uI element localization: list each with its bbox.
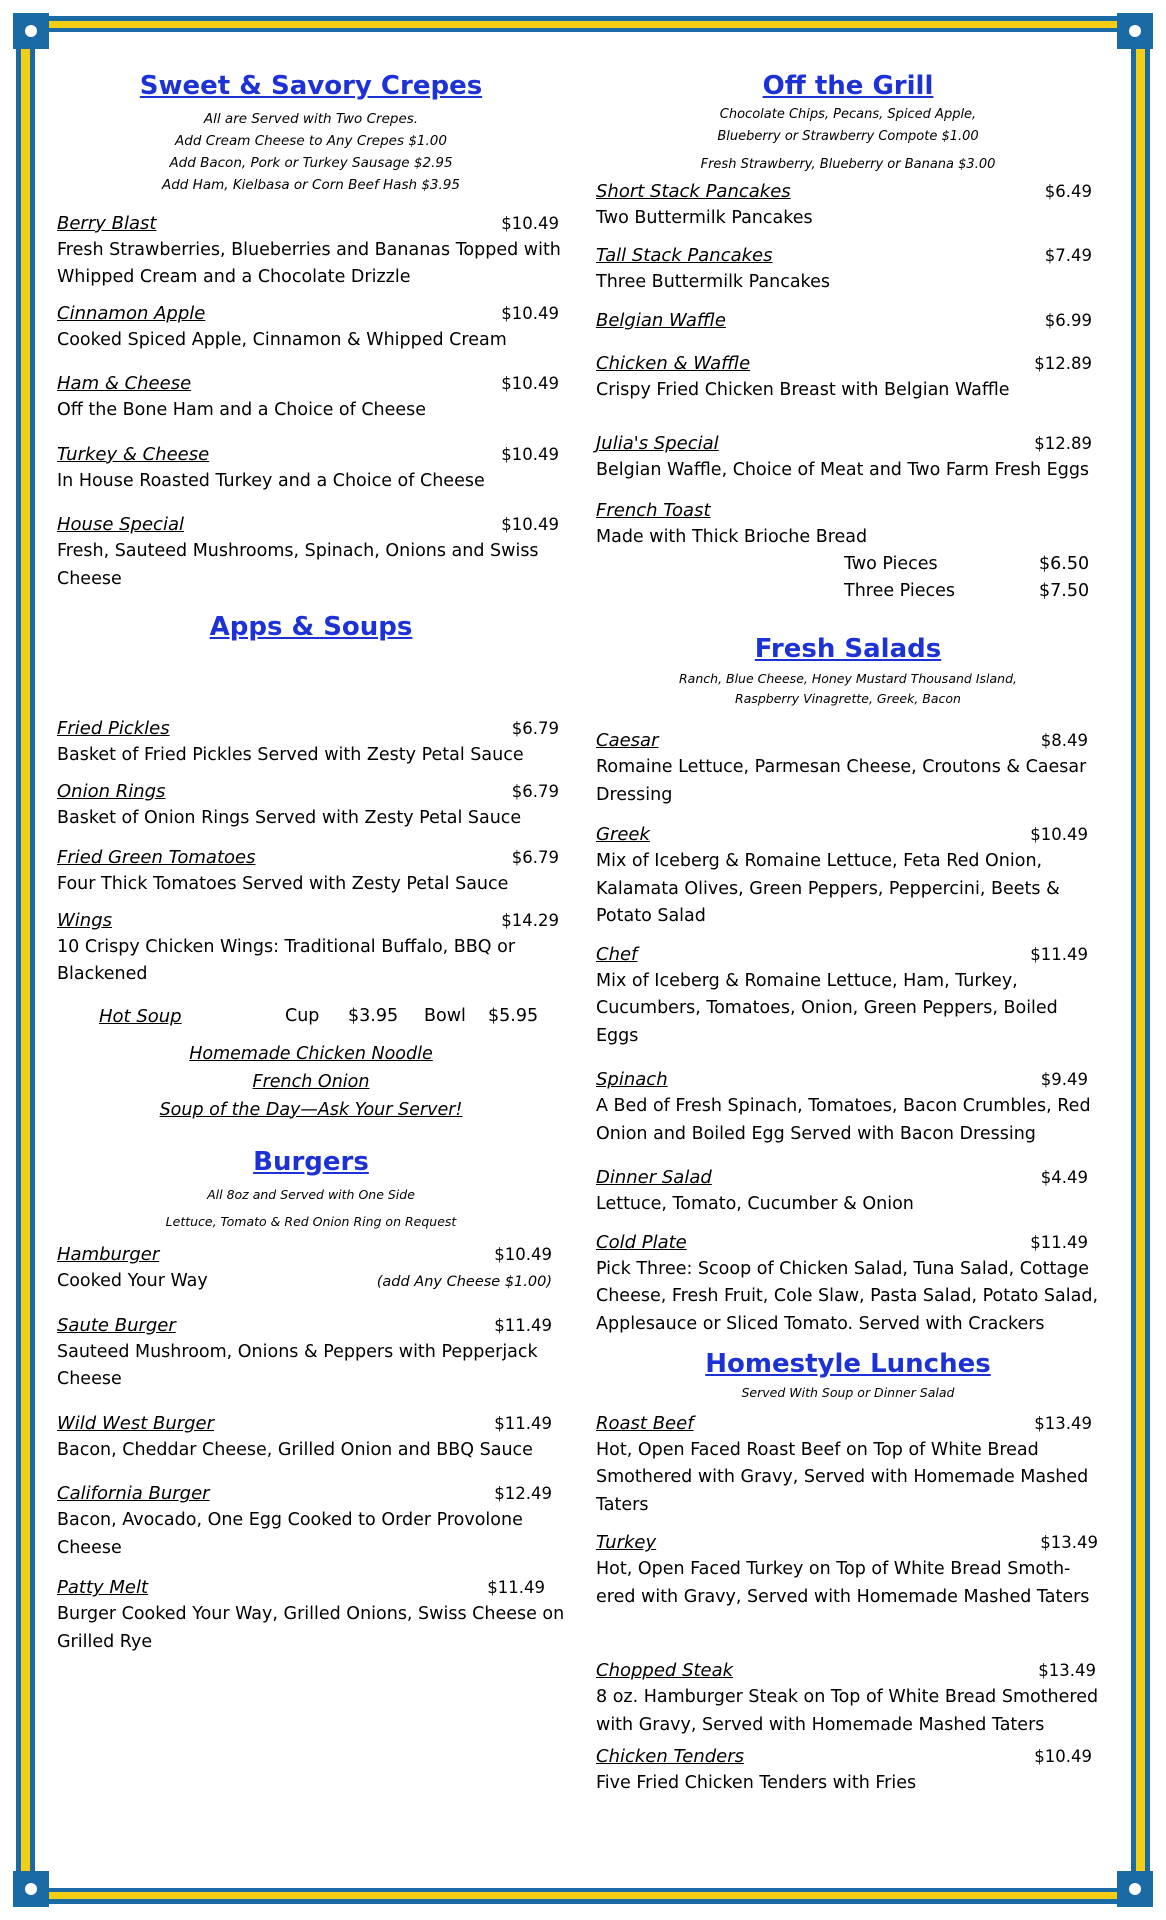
border-outer-bottom [14, 1899, 1152, 1904]
menu-item [596, 242, 1100, 297]
border-inner-left [30, 28, 35, 1892]
item-price: $13.49 [1038, 1661, 1096, 1681]
menu-item [596, 1529, 1100, 1611]
item-description: Two Buttermilk Pancakes [596, 207, 813, 228]
menu-item [596, 821, 1100, 931]
portion-label: Two Pieces [844, 554, 938, 575]
salads-notes [596, 669, 1100, 709]
item-description: Four Thick Tomatoes Served with Zesty Petal Sauce [57, 874, 509, 895]
menu-item [596, 1743, 1100, 1798]
item-price: $12.89 [1034, 353, 1092, 373]
menu-item [57, 210, 565, 292]
item-name: French Toast [596, 499, 711, 521]
item-name: House Special [57, 514, 184, 536]
menu-item [596, 1410, 1100, 1520]
item-price: $10.49 [501, 213, 559, 233]
item-price: $9.49 [1040, 1070, 1088, 1090]
crepes-section [57, 70, 565, 593]
item-name: Saute Burger [57, 1314, 176, 1336]
item-price: $11.49 [487, 1578, 545, 1598]
item-description: In House Roasted Turkey and a Choice of Cheese [57, 470, 485, 491]
item-name: Patty Melt [57, 1577, 149, 1599]
item-name: Ham & Cheese [57, 373, 192, 395]
grill-note: Fresh Strawberry, Blueberry or Banana $3.00 [700, 156, 996, 172]
item-description: Belgian Waffle, Choice of Meat and Two Farm Fresh Eggs [596, 460, 1090, 481]
menu-item [596, 497, 1100, 606]
item-price: $8.49 [1040, 731, 1088, 751]
item-description: Basket of Fried Pickles Served with Zesty Petal Sauce [57, 745, 524, 766]
item-description: Lettuce, Tomato, Cucumber & Onion [596, 1194, 914, 1215]
salads-section [596, 633, 1100, 1338]
crepes-title: Sweet & Savory Crepes [139, 71, 483, 101]
portion-price: $7.50 [1039, 581, 1090, 602]
menu-item [596, 1229, 1100, 1339]
burgers-section [57, 1146, 565, 1657]
item-name: Cold Plate [596, 1231, 687, 1253]
item-description: Bacon, Cheddar Cheese, Grilled Onion and BBQ Sauce [57, 1439, 533, 1460]
menu-item [57, 1312, 565, 1394]
menu-item [57, 511, 565, 593]
menu-item [596, 307, 1100, 334]
item-description: Mix of Iceberg & Romaine Lettuce, Ham, Turkey, Cucumbers, Tomatoes, Onion, Green Peppers, Boiled Eggs [596, 970, 1058, 1046]
item-price: $14.29 [501, 910, 559, 930]
item-price: $12.49 [494, 1484, 552, 1504]
corner-ornament-bottom-right [1117, 1871, 1153, 1907]
portion-label: Three Pieces [844, 581, 955, 602]
burgers-note: Lettuce, Tomato & Red Onion Ring on Request [165, 1214, 457, 1230]
apps-section [57, 611, 565, 1123]
item-name: Wild West Burger [57, 1412, 215, 1434]
item-price: $13.49 [1034, 1413, 1092, 1433]
bowl-label: Bowl [424, 1005, 466, 1026]
burgers-title: Burgers [253, 1146, 369, 1177]
item-name: Chopped Steak [596, 1660, 734, 1682]
right-column [596, 70, 1100, 1798]
grill-note: Chocolate Chips, Pecans, Spiced Apple, [719, 106, 977, 122]
item-name: Turkey [596, 1532, 657, 1554]
item-description: Cooked Your Way [57, 1271, 208, 1292]
item-name: Berry Blast [57, 212, 157, 234]
item-description: Off the Bone Ham and a Choice of Cheese [57, 400, 427, 421]
crepes-note: Add Ham, Kielbasa or Corn Beef Hash $3.95 [162, 176, 460, 193]
apps-title: Apps & Soups [209, 612, 413, 643]
lunches-note: Served With Soup or Dinner Salad [741, 1384, 955, 1400]
item-price: $10.49 [501, 444, 559, 464]
item-name: Onion Rings [57, 780, 166, 802]
corner-ornament-top-left [13, 13, 49, 49]
menu-item [596, 941, 1100, 1051]
item-description: Crispy Fried Chicken Breast with Belgian Waffle [596, 379, 1010, 400]
item-price: $6.79 [511, 848, 559, 868]
item-price: $13.49 [1040, 1533, 1098, 1553]
menu-item [596, 1164, 1100, 1219]
left-column [57, 70, 565, 1656]
item-name: Roast Beef [596, 1412, 694, 1434]
item-name: Fried Green Tomatoes [57, 847, 256, 869]
menu-item [57, 907, 565, 989]
item-price: $6.79 [511, 719, 559, 739]
item-price: $12.89 [1034, 434, 1092, 454]
menu-item [57, 300, 565, 355]
item-description: Pick Three: Scoop of Chicken Salad, Tuna Salad, Cottage Cheese, Fresh Fruit, Cole Slaw, Pasta Salad, Potato Salad, Applesauce or Sliced Tomato. Served with Crackers [596, 1258, 1099, 1334]
item-name: California Burger [57, 1483, 210, 1505]
portion-price: $6.50 [1039, 554, 1090, 575]
item-description: Three Buttermilk Pancakes [596, 272, 830, 293]
item-name: Fried Pickles [57, 718, 170, 740]
menu-item [596, 727, 1100, 809]
item-name: Spinach [596, 1069, 668, 1091]
item-price: $4.49 [1040, 1168, 1088, 1188]
crepes-note: All are Served with Two Crepes. [203, 110, 419, 127]
item-price: $10.49 [501, 374, 559, 394]
cheese-note: (add Any Cheese $1.00) [376, 1274, 552, 1291]
grill-notes [596, 104, 1100, 176]
item-price: $11.49 [1030, 1232, 1088, 1252]
item-description: Five Fried Chicken Tenders with Fries [596, 1773, 917, 1794]
item-name: Belgian Waffle [596, 309, 726, 331]
soup-list [57, 1040, 565, 1124]
menu-item [57, 1410, 565, 1465]
border-outer-right [1145, 16, 1150, 1904]
crepes-note: Add Bacon, Pork or Turkey Sausage $2.95 [169, 154, 453, 171]
soup-option: Homemade Chicken Noodle [189, 1043, 433, 1064]
item-price: $10.49 [494, 1245, 552, 1265]
salads-note: Ranch, Blue Cheese, Honey Mustard Thousand Island, [679, 671, 1017, 687]
item-description: Fresh, Sauteed Mushrooms, Spinach, Onions and Swiss Cheese [57, 541, 539, 589]
item-description: Sauteed Mushroom, Onions & Peppers with Pepperjack Cheese [57, 1341, 538, 1390]
item-price: $10.49 [501, 515, 559, 535]
item-name: Wings [57, 909, 113, 931]
item-description: Burger Cooked Your Way, Grilled Onions, Swiss Cheese on Grilled Rye [57, 1604, 565, 1652]
item-name: Dinner Salad [596, 1167, 712, 1189]
item-name: Short Stack Pancakes [596, 180, 791, 202]
portion-option [596, 578, 1100, 605]
grill-note: Blueberry or Strawberry Compote $1.00 [717, 128, 979, 144]
item-description: Basket of Onion Rings Served with Zesty Petal Sauce [57, 807, 522, 828]
soup-price-row [57, 1003, 565, 1030]
border-yellow-top [14, 21, 1152, 28]
item-description: Cooked Spiced Apple, Cinnamon & Whipped Cream [57, 329, 507, 350]
item-price: $11.49 [1030, 944, 1088, 964]
item-description: 8 oz. Hamburger Steak on Top of White Bread Smothered with Gravy, Served with Homemade Mashed Taters [596, 1687, 1099, 1735]
corner-ornament-top-right [1117, 13, 1153, 49]
item-name: Turkey & Cheese [57, 443, 210, 465]
menu-item [57, 1241, 565, 1296]
item-name: Hamburger [57, 1244, 160, 1266]
border-yellow-right [1136, 16, 1145, 1904]
crepes-notes [57, 108, 565, 196]
menu-item [57, 370, 565, 425]
item-price: $7.49 [1044, 246, 1092, 266]
item-description: Made with Thick Brioche Bread [596, 526, 868, 547]
item-price: $10.49 [1030, 825, 1088, 845]
menu-item [596, 178, 1100, 233]
item-description: Fresh Strawberries, Blueberries and Bananas Topped with Whipped Cream and a Chocolate Drizzle [57, 239, 561, 288]
border-inner-right [1131, 28, 1136, 1892]
border-yellow-left [21, 16, 30, 1904]
item-name: Cinnamon Apple [57, 302, 206, 324]
item-price: $10.49 [501, 303, 559, 323]
menu-item [57, 1480, 565, 1562]
corner-ornament-bottom-left [13, 1871, 49, 1907]
menu-item [596, 1066, 1100, 1148]
item-name: Caesar [596, 730, 659, 752]
menu-item [596, 1657, 1100, 1739]
salads-note: Raspberry Vinagrette, Greek, Bacon [735, 691, 961, 707]
item-description: Bacon, Avocado, One Egg Cooked to Order Provolone Cheese [57, 1510, 523, 1558]
crepes-note: Add Cream Cheese to Any Crepes $1.00 [175, 132, 447, 149]
item-price: $6.79 [511, 781, 559, 801]
salads-title: Fresh Salads [754, 634, 942, 665]
item-name: Hot Soup [99, 1005, 182, 1027]
burgers-notes [57, 1181, 565, 1235]
item-description: A Bed of Fresh Spinach, Tomatoes, Bacon Crumbles, Red Onion and Boiled Egg Served with Bacon Dressing [596, 1096, 1091, 1144]
item-description: Romaine Lettuce, Parmesan Cheese, Croutons & Caesar Dressing [596, 757, 1087, 805]
menu-item [596, 350, 1100, 405]
border-yellow-bottom [14, 1892, 1152, 1899]
item-name: Chicken & Waffle [596, 352, 751, 374]
item-price: $10.49 [1034, 1747, 1092, 1767]
menu-item [57, 715, 565, 770]
item-price: $6.49 [1044, 181, 1092, 201]
item-description: Hot, Open Faced Turkey on Top of White Bread Smoth-ered with Gravy, Served with Homemade Mashed Taters [596, 1559, 1090, 1607]
border-inner-bottom [24, 1888, 1142, 1892]
soup-option: Soup of the Day—Ask Your Server! [159, 1099, 463, 1120]
item-name: Chicken Tenders [596, 1746, 745, 1768]
border-inner-top [24, 28, 1142, 32]
item-description: Mix of Iceberg & Romaine Lettuce, Feta Red Onion, Kalamata Olives, Green Peppers, Peppercini, Beets & Potato Salad [596, 851, 1060, 927]
item-name: Julia's Special [596, 433, 719, 455]
bowl-price: $5.95 [488, 1005, 539, 1026]
grill-title: Off the Grill [762, 71, 934, 101]
grill-section [596, 70, 1100, 605]
item-description: Hot, Open Faced Roast Beef on Top of White Bread Smothered with Gravy, Served with Homemade Mashed Taters [596, 1439, 1089, 1515]
item-price: $11.49 [494, 1413, 552, 1433]
lunches-section [596, 1348, 1100, 1798]
item-price: $11.49 [494, 1315, 552, 1335]
item-name: Chef [596, 943, 638, 965]
menu-item [57, 844, 565, 899]
menu-item [57, 441, 565, 496]
burgers-note: All 8oz and Served with One Side [207, 1187, 415, 1203]
portion-option [596, 551, 1100, 578]
menu-item [57, 778, 565, 833]
menu-item [596, 430, 1100, 485]
item-description: 10 Crispy Chicken Wings: Traditional Buffalo, BBQ or Blackened [57, 936, 516, 985]
item-name: Tall Stack Pancakes [596, 245, 773, 267]
item-price: $6.99 [1044, 310, 1092, 330]
cup-price: $3.95 [348, 1005, 399, 1026]
soup-option: French Onion [252, 1071, 370, 1092]
lunches-title: Homestyle Lunches [705, 1349, 991, 1380]
cup-label: Cup [285, 1005, 320, 1026]
item-name: Greek [596, 824, 650, 846]
menu-item [57, 1574, 565, 1656]
